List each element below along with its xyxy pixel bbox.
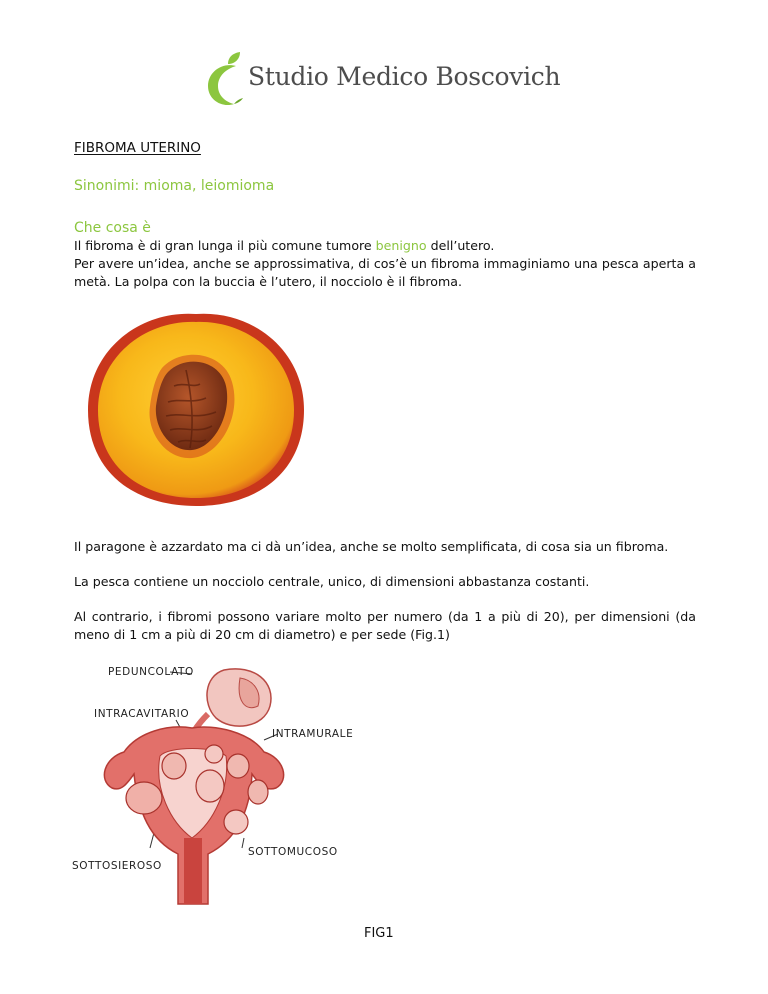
figure-caption: FIG1	[364, 926, 394, 941]
uterus-illustration	[64, 662, 364, 910]
paragraph-3: Il paragone è azzardato ma ci dà un’idea, anche se molto semplificata, di cosa sia un fibroma.	[74, 539, 669, 554]
fibroid-diagram	[64, 662, 364, 910]
paragraph-2: Per avere un’idea, anche se approssimativa, di cos’è un fibroma immaginiamo una pesca aperta a metà. La polpa con la buccia è l’utero, il nocciolo è il fibroma.	[74, 256, 696, 289]
clinic-logo	[196, 52, 576, 112]
paragraph-1-text: Il fibroma è di gran lunga il più comune tumore	[74, 238, 376, 253]
section-title: Che cosa è	[74, 220, 151, 236]
apple-leaf-logo-icon	[202, 52, 246, 110]
paragraph-1	[74, 237, 696, 255]
page-title: FIBROMA UTERINO	[74, 140, 201, 156]
label-intracavitario: INTRACAVITARIO	[94, 708, 190, 720]
label-peduncolato: PEDUNCOLATO	[108, 666, 194, 678]
label-intramurale: INTRAMURALE	[272, 728, 354, 740]
benign-highlight: benigno	[375, 238, 427, 253]
label-sottosieroso: SOTTOSIEROSO	[72, 860, 162, 872]
paragraph-5: Al contrario, i fibromi possono variare molto per numero (da 1 a più di 20), per dimensioni (da meno di 1 cm a più di 20 cm di diametro) e per sede (Fig.1)	[74, 609, 696, 642]
peach-image	[82, 306, 310, 514]
synonyms: Sinonimi: mioma, leiomioma	[74, 178, 275, 194]
leader-line-sottomucoso	[242, 838, 244, 848]
label-sottomucoso: SOTTOMUCOSO	[248, 846, 338, 858]
paragraph-1-end: dell’utero.	[426, 238, 495, 253]
paragraph-4: La pesca contiene un nocciolo centrale, unico, di dimensioni abbastanza costanti.	[74, 574, 590, 589]
clinic-name: Studio Medico Boscovich	[248, 62, 561, 91]
